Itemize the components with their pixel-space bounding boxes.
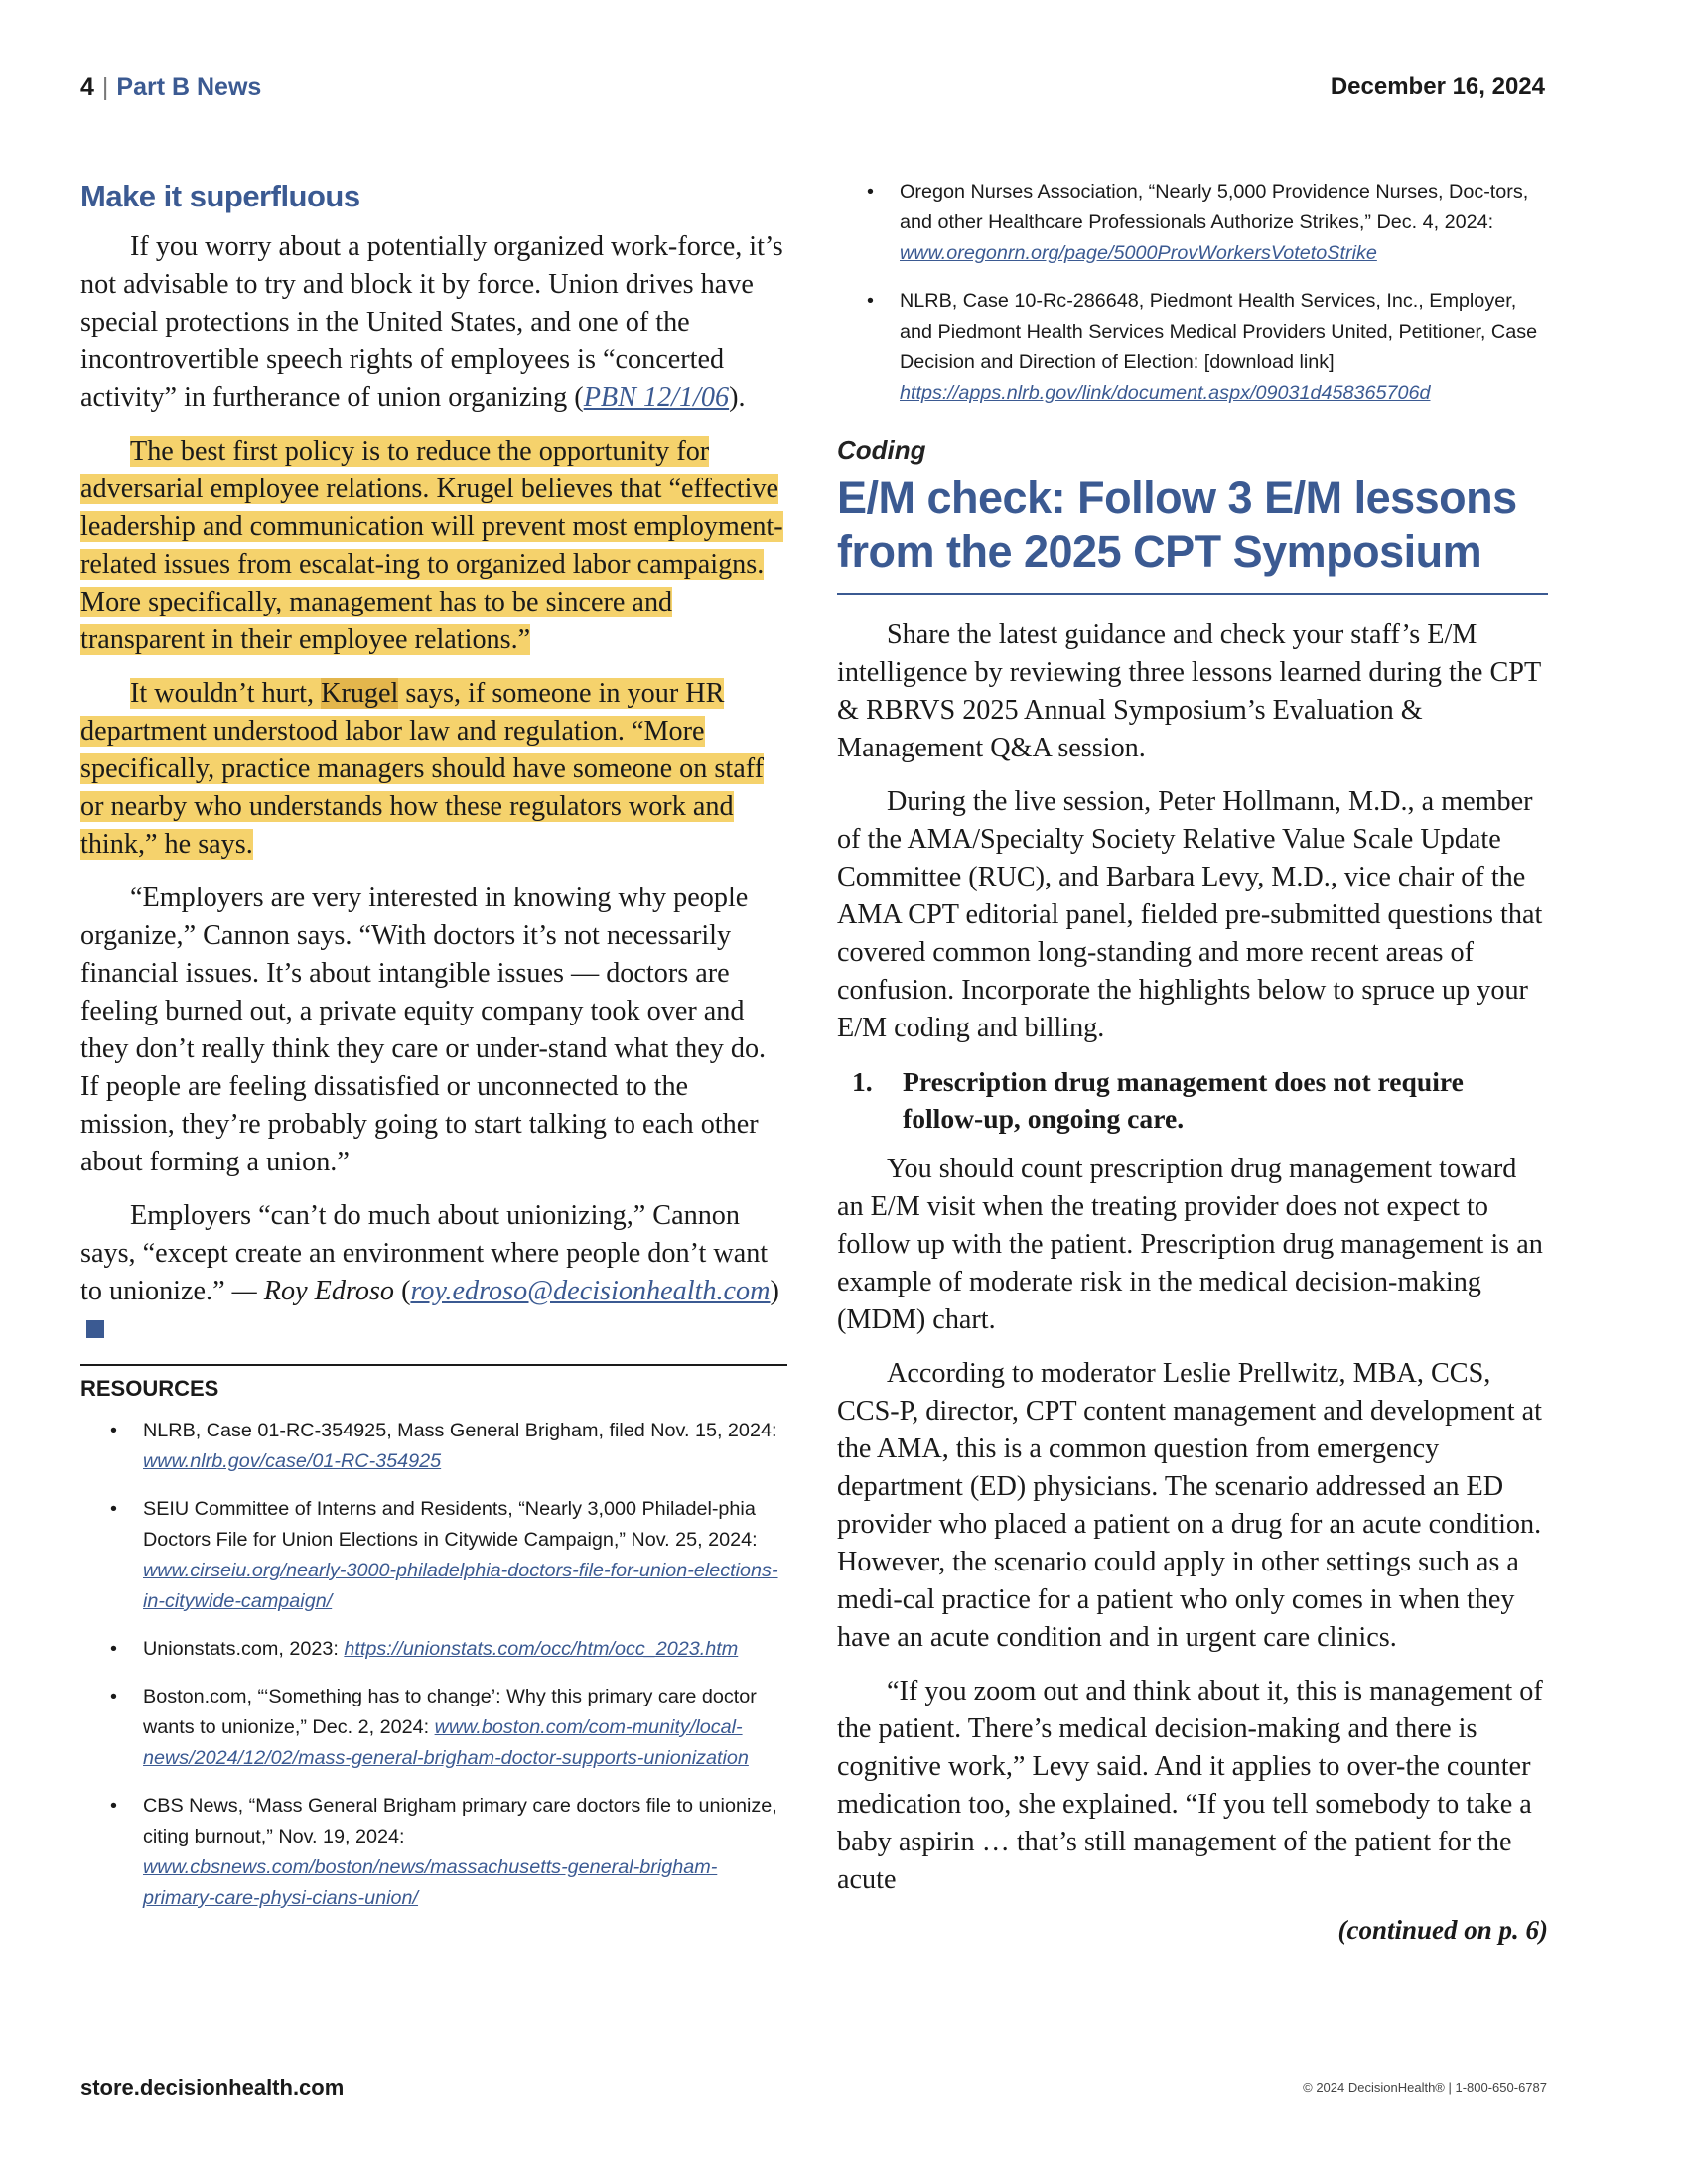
resource-link[interactable]: www.oregonrn.org/page/5000ProvWorkersVotetoStrike <box>900 242 1377 264</box>
resource-link[interactable]: www.cbsnews.com/boston/news/massachusetts-general-brigham-primary-care-physi-cians-union/ <box>143 1856 718 1909</box>
paren: ( <box>394 1276 411 1306</box>
lesson-title: Prescription drug management does not require follow-up, ongoing care. <box>903 1066 1464 1134</box>
highlighted-text: says, if someone in your HR department understood labor law and regulation. “More specifically, practice managers should have someone on staff or nearby who understands how these regulators work and think,” he says. <box>80 678 764 860</box>
highlighted-paragraph <box>80 433 787 659</box>
resource-item <box>837 177 1548 269</box>
paragraph-text: If you worry about a potentially organized work-force, it’s not advisable to try and block it by force. Union drives have special protections in the United States, and one of the incontrovertible speech rights of employees is “concerted activity” in furtherance of union organizing ( <box>80 231 783 413</box>
resource-text: CBS News, “Mass General Brigham primary care doctors file to unionize, citing burnout,” Nov. 19, 2024: <box>143 1795 777 1847</box>
paragraph-text: Employers “can’t do much about unionizing,” Cannon says, “except create an environment where people don’t want to unionize.” <box>80 1200 769 1306</box>
article-kicker: Coding <box>837 435 926 465</box>
page-number: 4 <box>80 73 94 101</box>
continued-note: (continued on p. 6) <box>1337 1915 1548 1945</box>
resource-link[interactable]: https://apps.nlrb.gov/link/document.aspx/09031d458365706d <box>900 382 1431 404</box>
citation-link-text: PBN 12/1/06 <box>583 382 730 413</box>
paragraph <box>80 228 787 417</box>
resource-text: NLRB, Case 10-Rc-286648, Piedmont Health Services, Inc., Employer, and Piedmont Health Services Medical Providers United, Petitioner, Case Decision and Direction of Election: [download link] <box>900 290 1538 373</box>
highlighted-text: It wouldn’t hurt, <box>130 678 322 709</box>
section-subhead: Make it superfluous <box>80 179 360 213</box>
bullet-icon: • <box>110 1420 117 1441</box>
resource-item <box>80 1416 787 1477</box>
publication-name: Part B News <box>116 73 262 101</box>
author-email-link[interactable] <box>410 1276 770 1306</box>
bullet-icon: • <box>867 290 874 312</box>
resource-link[interactable]: www.nlrb.gov/case/01-RC-354925 <box>143 1450 442 1472</box>
resource-text: Unionstats.com, 2023: <box>143 1638 345 1660</box>
right-column <box>837 177 1548 1946</box>
author-email-text: roy.edroso@decisionhealth.com <box>410 1276 771 1306</box>
highlighted-paragraph <box>80 675 787 864</box>
resource-item <box>80 1494 787 1617</box>
bullet-icon: • <box>110 1686 117 1707</box>
bullet-icon: • <box>110 1795 117 1817</box>
resource-text: Oregon Nurses Association, “Nearly 5,000 Providence Nurses, Doc-tors, and other Healthcare Professionals Authorize Strikes,” Dec. 4, 2024: <box>900 181 1529 233</box>
article-headline: E/M check: Follow 3 E/M lessons from the 2025 CPT Symposium <box>837 473 1517 577</box>
lesson-number: 1. <box>852 1066 873 1097</box>
resource-text: SEIU Committee of Interns and Residents, “Nearly 3,000 Philadel-phia Doctors File for Union Elections in Citywide Campaign,” Nov. 25, 2024: <box>143 1498 758 1551</box>
paragraph-text: ). <box>729 382 746 413</box>
left-column <box>80 171 787 1931</box>
resources-list <box>80 1416 787 1914</box>
paragraph <box>80 1197 787 1348</box>
highlighted-text: The best first policy is to reduce the opportunity for adversarial employee relations. Krugel believes that “effective leadership and communication will prevent most employment-related issues from escalat-ing to organized labor campaigns. More specifically, management has to be sincere and transparent in their employee relations.” <box>80 436 783 655</box>
bullet-icon: • <box>110 1498 117 1520</box>
paragraph: You should count prescription drug management toward an E/M visit when the treating provider does not expect to follow up with the patient. Prescription drug management is an example of moderate risk in the medical decision-making (MDM) chart. <box>837 1154 1543 1335</box>
resources-list-continued <box>837 177 1548 409</box>
paragraph: During the live session, Peter Hollmann, M.D., a member of the AMA/Specialty Society Relative Value Scale Update Committee (RUC), and Barbara Levy, M.D., vice chair of the AMA CPT editorial panel, fielded pre-submitted questions that covered common long-standing and more recent areas of confusion. Incorporate the highlights below to spruce up your E/M coding and billing. <box>837 786 1543 1043</box>
numbered-lesson <box>837 1063 1548 1137</box>
resources-divider <box>80 1364 787 1366</box>
resource-item <box>80 1634 787 1665</box>
resource-link[interactable]: https://unionstats.com/occ/htm/occ_2023.htm <box>344 1638 739 1660</box>
resource-item <box>80 1682 787 1774</box>
resource-item <box>80 1791 787 1914</box>
paragraph: “Employers are very interested in knowing why people organize,” Cannon says. “With doctors it’s not necessarily financial issues. It’s about intangible issues — doctors are feeling burned out, a private equity company took over and they don’t really think they care or under-stand what they do. If people are feeling dissatisfied or unconnected to the mission, they’re probably going to start talking to each other about forming a union.” <box>80 883 767 1177</box>
paragraph: “If you zoom out and think about it, this is management of the patient. There’s medical decision-making and there is cognitive work,” Levy said. And it applies to over-the counter medication too, she explained. “If you tell somebody to take a baby aspirin … that’s still management of the patient for the acute <box>837 1676 1543 1895</box>
bullet-icon: • <box>867 181 874 203</box>
highlighted-name: Krugel <box>321 678 399 709</box>
page-header <box>80 73 1545 107</box>
resource-item <box>837 286 1548 409</box>
issue-date: December 16, 2024 <box>1330 73 1545 100</box>
citation-link[interactable] <box>584 382 729 413</box>
footer-copyright: © 2024 DecisionHealth® | 1-800-650-6787 <box>1303 2080 1547 2095</box>
resources-heading: RESOURCES <box>80 1376 219 1401</box>
footer-website: store.decisionhealth.com <box>80 2075 345 2100</box>
resource-text: Boston.com, “‘Something has to change’: Why this primary care doctor wants to unionize,” Dec. 2, 2024: <box>143 1686 757 1738</box>
resource-text: NLRB, Case 01-RC-354925, Mass General Brigham, filed Nov. 15, 2024: <box>143 1420 777 1441</box>
headline-divider <box>837 593 1548 595</box>
paragraph: Share the latest guidance and check your staff’s E/M intelligence by reviewing three lessons learned during the CPT & RBRVS 2025 Annual Symposium’s Evaluation & Management Q&A session. <box>837 619 1541 763</box>
paren: ) <box>770 1276 779 1306</box>
bullet-icon: • <box>110 1638 117 1660</box>
end-of-article-square-icon <box>86 1320 104 1338</box>
paragraph: According to moderator Leslie Prellwitz, MBA, CCS, CCS-P, director, CPT content management and development at the AMA, this is a common question from emergency department (ED) physicians. The scenario addressed an ED provider who placed a patient on a drug for an acute condition. However, the scenario could apply in other settings such as a medi-cal practice for a patient who only comes in when they have an acute condition and in urgent care clinics. <box>837 1358 1542 1653</box>
resource-link[interactable]: www.boston.com/com-munity/local-news/2024/12/02/mass-general-brigham-doctor-supports-unionization <box>143 1716 749 1769</box>
header-separator: | <box>101 73 109 101</box>
author-byline: — Roy Edroso <box>231 1276 395 1306</box>
resource-link[interactable]: www.cirseiu.org/nearly-3000-philadelphia-doctors-file-for-union-elections-in-citywide-campaign/ <box>143 1560 778 1612</box>
